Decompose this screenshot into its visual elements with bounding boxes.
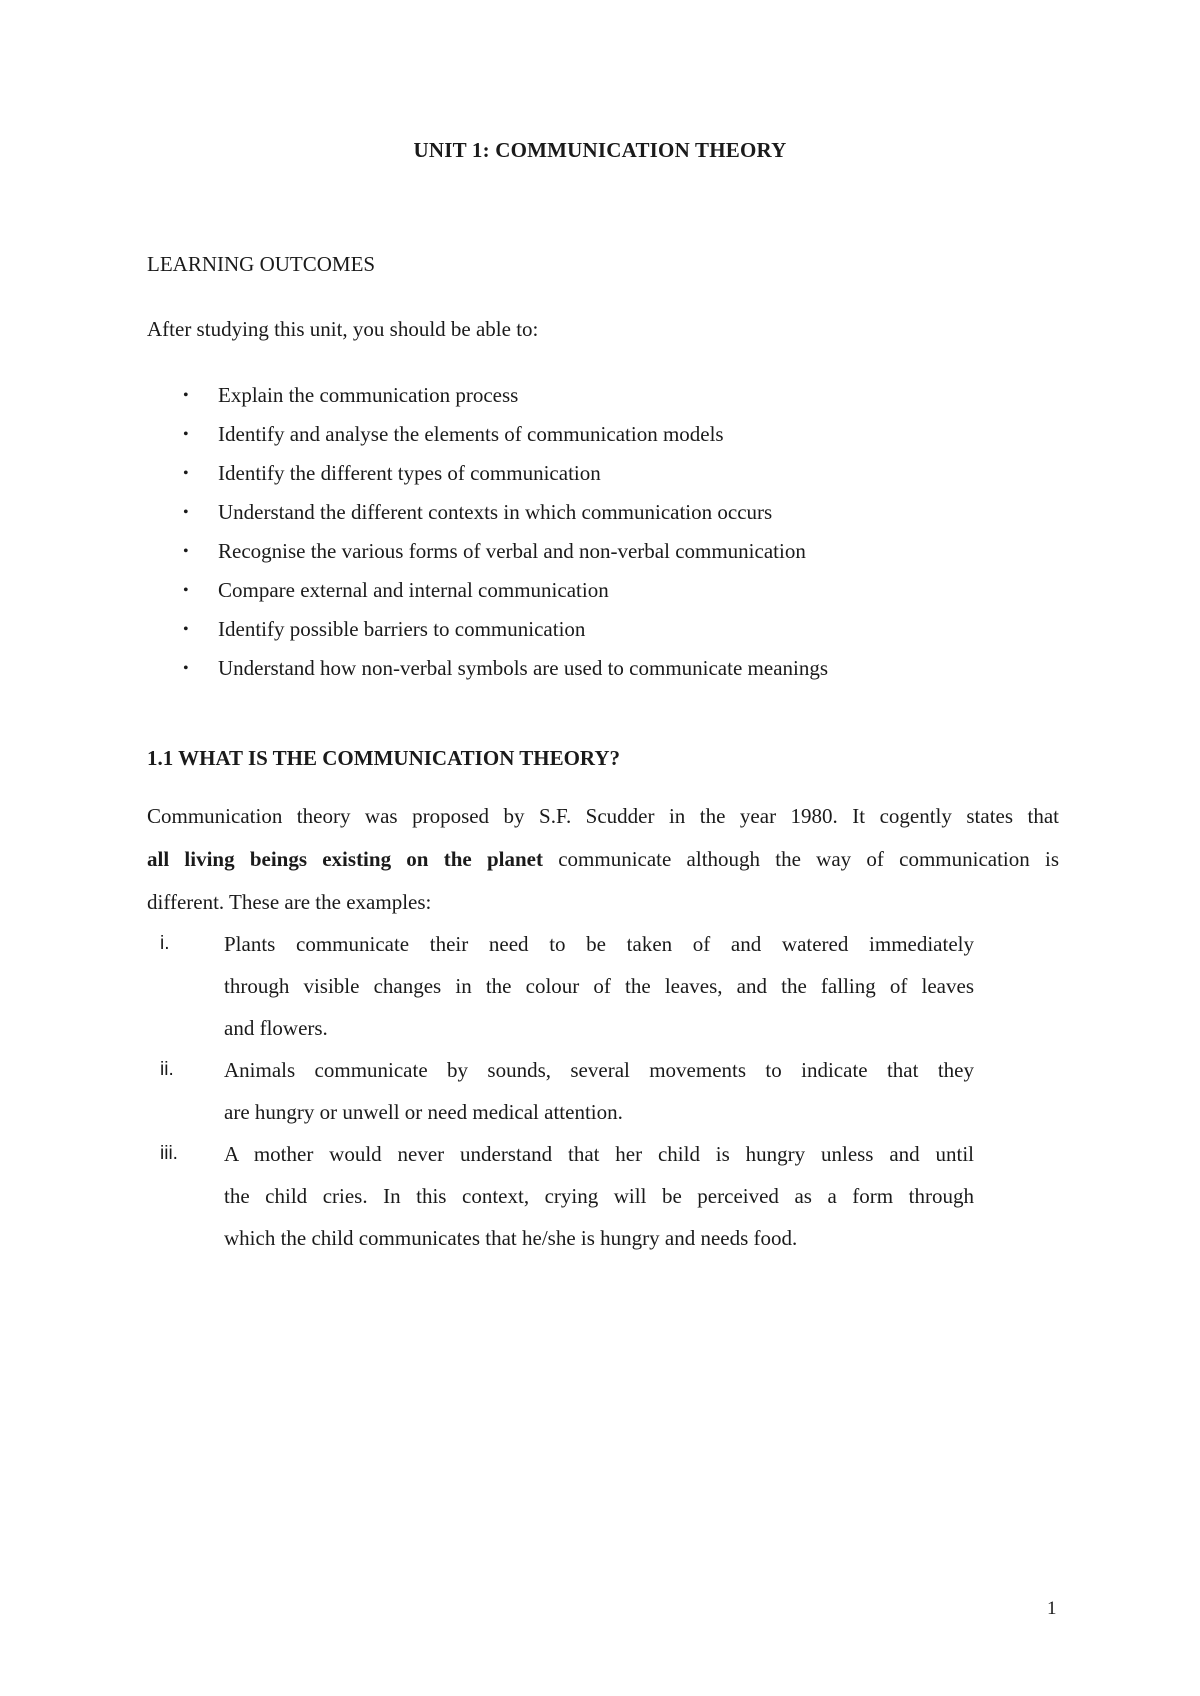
list-item: [147, 649, 828, 688]
list-numeral: iii.: [160, 1143, 178, 1164]
list-item: [147, 532, 828, 571]
bullet-icon: •: [183, 426, 189, 443]
list-numeral: ii.: [160, 1059, 174, 1080]
list-item-text: Understand how non-verbal symbols are used to communicate meanings: [218, 656, 829, 680]
list-item-text: Identify and analyse the elements of communication models: [218, 422, 724, 446]
paragraph-line: [147, 838, 1059, 881]
section-heading: 1.1 WHAT IS THE COMMUNICATION THEORY?: [147, 746, 621, 770]
list-item: [147, 454, 828, 493]
list-item: [147, 923, 974, 1049]
paragraph-text: communicate although the way of communication is: [542, 847, 1059, 871]
bullet-icon: •: [183, 582, 189, 599]
example-line: the child cries. In this context, crying will be perceived as a form through: [224, 1184, 974, 1208]
list-item: [147, 571, 828, 610]
learning-outcomes-intro: After studying this unit, you should be able to:: [147, 317, 539, 341]
example-line: A mother would never understand that her child is hungry unless and until: [224, 1142, 974, 1166]
bullet-icon: •: [183, 504, 189, 521]
learning-outcomes-list: [147, 376, 828, 688]
bullet-icon: •: [183, 387, 189, 404]
list-item-text: Recognise the various forms of verbal and non-verbal communication: [218, 539, 806, 563]
list-item: [147, 1049, 974, 1133]
examples-list: [147, 923, 974, 1259]
list-numeral: i.: [160, 933, 170, 954]
list-item: [147, 415, 828, 454]
section-paragraph: [147, 795, 1059, 924]
list-item-text: Understand the different contexts in which communication occurs: [218, 500, 773, 524]
bullet-icon: •: [183, 543, 189, 560]
page-number: 1: [1047, 1598, 1057, 1619]
list-item-text: Identify the different types of communication: [218, 461, 601, 485]
example-line: and flowers.: [224, 1016, 328, 1040]
example-line: through visible changes in the colour of the leaves, and the falling of leaves: [224, 974, 974, 998]
learning-outcomes-heading: LEARNING OUTCOMES: [147, 252, 376, 276]
paragraph-line: different. These are the examples:: [147, 890, 432, 914]
list-item-text: Compare external and internal communication: [218, 578, 609, 602]
example-line: Animals communicate by sounds, several movements to indicate that they: [224, 1058, 974, 1082]
list-item: [147, 1133, 974, 1259]
example-line: are hungry or unwell or need medical attention.: [224, 1100, 623, 1124]
list-item: [147, 493, 828, 532]
bullet-icon: •: [183, 465, 189, 482]
emphasis-text: all living beings existing on the planet: [147, 847, 543, 871]
bullet-icon: •: [183, 660, 189, 677]
list-item: [147, 610, 828, 649]
example-line: Plants communicate their need to be taken of and watered immediately: [224, 932, 974, 956]
list-item-text: Explain the communication process: [218, 383, 519, 407]
bullet-icon: •: [183, 621, 189, 638]
unit-title: UNIT 1: COMMUNICATION THEORY: [413, 138, 787, 162]
list-item-text: Identify possible barriers to communication: [218, 617, 586, 641]
example-line: which the child communicates that he/she is hungry and needs food.: [224, 1226, 798, 1250]
list-item: [147, 376, 828, 415]
paragraph-line: Communication theory was proposed by S.F. Scudder in the year 1980. It cogently states that: [147, 804, 1059, 828]
